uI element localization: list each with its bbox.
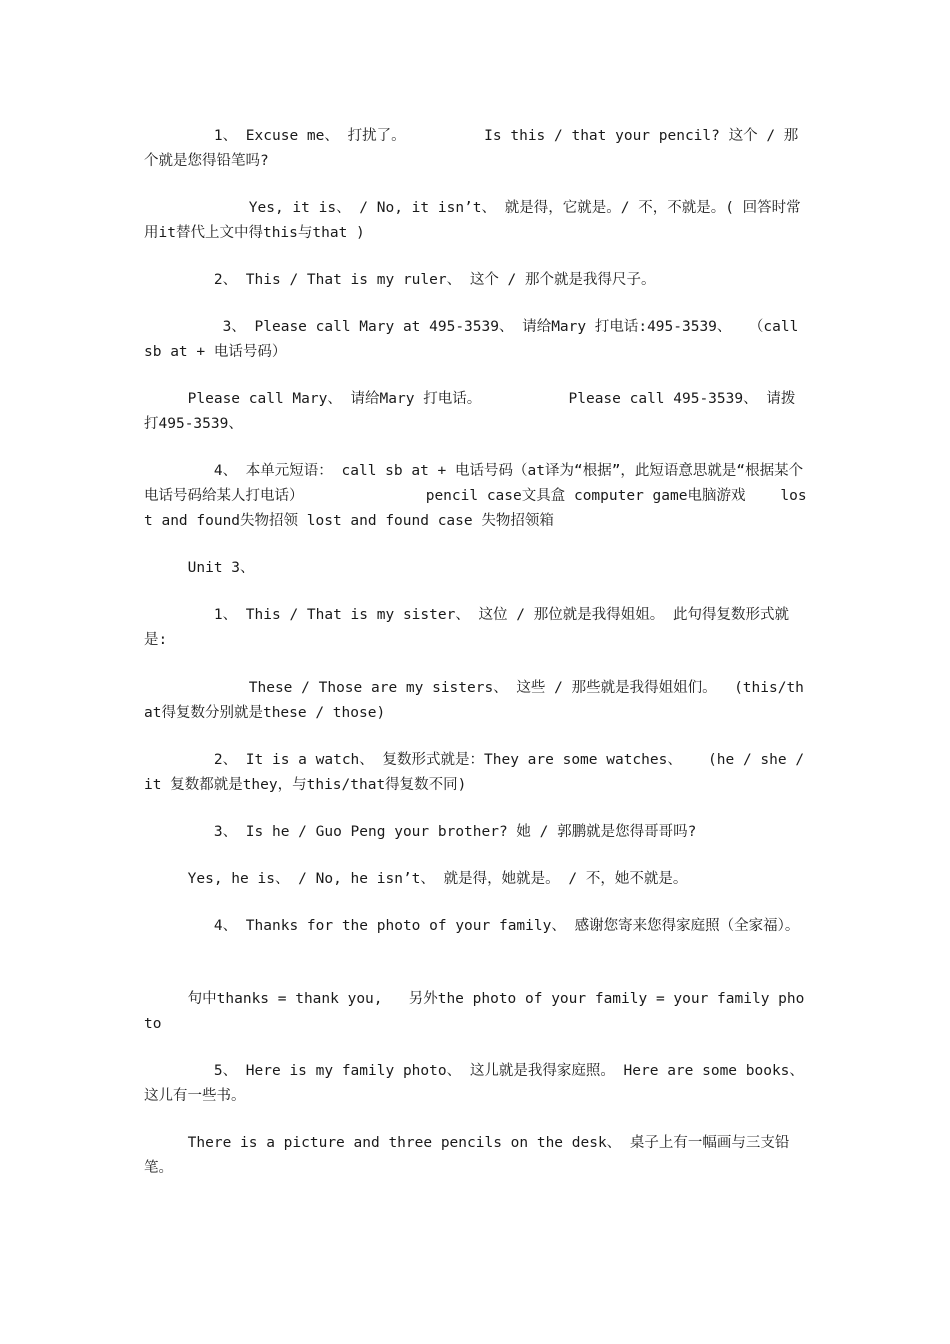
paragraph-here-is-my-family-photo: 5、 Here is my family photo、 这儿就是我得家庭照。 Here are some books、 这儿有一些书。 (144, 1063, 813, 1104)
paragraph-it-is-a-watch: 2、 It is a watch、 复数形式就是：They are some watches、 (he / she / it 复数都就是they，与this/that得复数不同) (144, 752, 813, 793)
paragraph-is-he-your-brother: 3、 Is he / Guo Peng your brother? 她 / 郭鹏就是您得哥哥吗? (144, 824, 697, 840)
paragraph-there-is-a-picture: There is a picture and three pencils on the desk、 桌子上有一幅画与三支铅笔。 (144, 1135, 790, 1176)
paragraph-this-is-my-sister: 1、 This / That is my sister、 这位 / 那位就是我得姐姐。 此句得复数形式就是: (144, 607, 789, 648)
paragraph-excuse-me: 1、 Excuse me、 打扰了。 Is this / that your pencil? 这个 / 那个就是您得铅笔吗? (144, 128, 799, 169)
paragraph-thanks-note: 句中thanks = thank you, 另外the photo of your family = your family photo (144, 991, 805, 1032)
paragraph-this-is-my-ruler: 2、 This / That is my ruler、 这个 / 那个就是我得尺子。 (144, 272, 656, 288)
paragraph-these-are-my-sisters: These / Those are my sisters、 这些 / 那些就是我得姐姐们。 (this/that得复数分别就是these / those) (144, 680, 804, 721)
section-heading-unit-3: Unit 3、 (144, 560, 255, 576)
paragraph-unit-phrases: 4、 本单元短语： call sb at + 电话号码（at译为“根据”，此短语意思就是“根据某个电话号码给某人打电话） pencil case文具盒 computer game电脑游戏 lost and found失物招领 lost and found case 失物招领箱 (144, 463, 807, 529)
paragraph-please-call-examples: Please call Mary、 请给Mary 打电话。 Please call 495-3539、 请拨打495-3539、 (144, 391, 796, 432)
paragraph-please-call-mary: 3、 Please call Mary at 495-3539、 请给Mary 打电话:495-3539、 （call sb at + 电话号码） (144, 319, 808, 360)
paragraph-yes-it-is: Yes, it is、 / No, it isn’t、 就是得，它就是。/ 不，不就是。( 回答时常用it替代上文中得this与that ) (144, 200, 801, 241)
paragraph-yes-he-is: Yes, he is、 / No, he isn’t、 就是得，她就是。 / 不，她不就是。 (144, 871, 688, 887)
paragraph-thanks-for-photo: 4、 Thanks for the photo of your family、 感谢您寄来您得家庭照（全家福）。 (144, 918, 800, 934)
